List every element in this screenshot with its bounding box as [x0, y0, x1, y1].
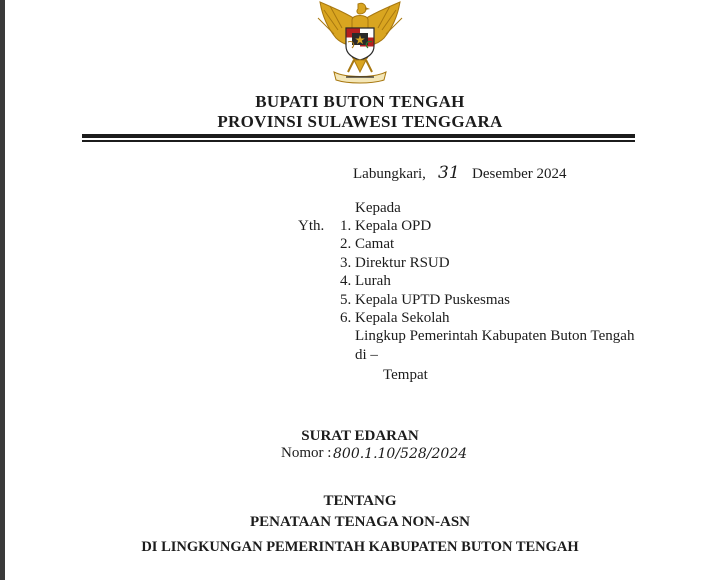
addressee-yth: Yth. [298, 218, 325, 234]
garuda-emblem-icon [312, 0, 408, 86]
list-item-label: Lurah [355, 273, 391, 289]
date-place: Labungkari, [353, 166, 426, 182]
subject-line-1: PENATAAN TENAGA NON-ASN [249, 514, 471, 530]
subject-line-2: DI LINGKUNGAN PEMERINTAH KABUPATEN BUTON TENGAH [141, 539, 579, 555]
list-item-number: 4. [340, 273, 352, 289]
list-item-label: Kepala UPTD Puskesmas [355, 292, 510, 308]
circular-number-label: Nomor : [281, 445, 332, 461]
list-item-number: 6. [340, 310, 352, 326]
subject-tentang: TENTANG [323, 493, 397, 509]
list-item-label: Direktur RSUD [355, 255, 450, 271]
province-title: PROVINSI SULAWESI TENGGARA [217, 112, 503, 131]
addressee-kepada: Kepada [355, 200, 401, 216]
date-month-year: Desember 2024 [472, 166, 567, 182]
list-item-number: 5. [340, 292, 352, 308]
issuer-title: BUPATI BUTON TENGAH [255, 92, 465, 111]
list-item-number: 2. [340, 236, 352, 252]
list-item-label: Kepala Sekolah [355, 310, 450, 326]
addressee-scope: Lingkup Pemerintah Kabupaten Buton Tengah [355, 328, 635, 344]
circular-title: SURAT EDARAN [301, 428, 419, 444]
addressee-tempat: Tempat [383, 367, 428, 383]
header-rule-thin [82, 140, 635, 142]
header-rule-thick [82, 134, 635, 138]
date-day-handwritten: 31 [438, 163, 460, 183]
list-item-label: Kepala OPD [355, 218, 432, 234]
list-item-number: 3. [340, 255, 352, 271]
list-item-label: Camat [355, 236, 395, 252]
list-item-number: 1. [340, 218, 352, 234]
circular-number-handwritten: 800.1.10/528/2024 [333, 446, 468, 462]
addressee-di: di – [355, 347, 378, 363]
